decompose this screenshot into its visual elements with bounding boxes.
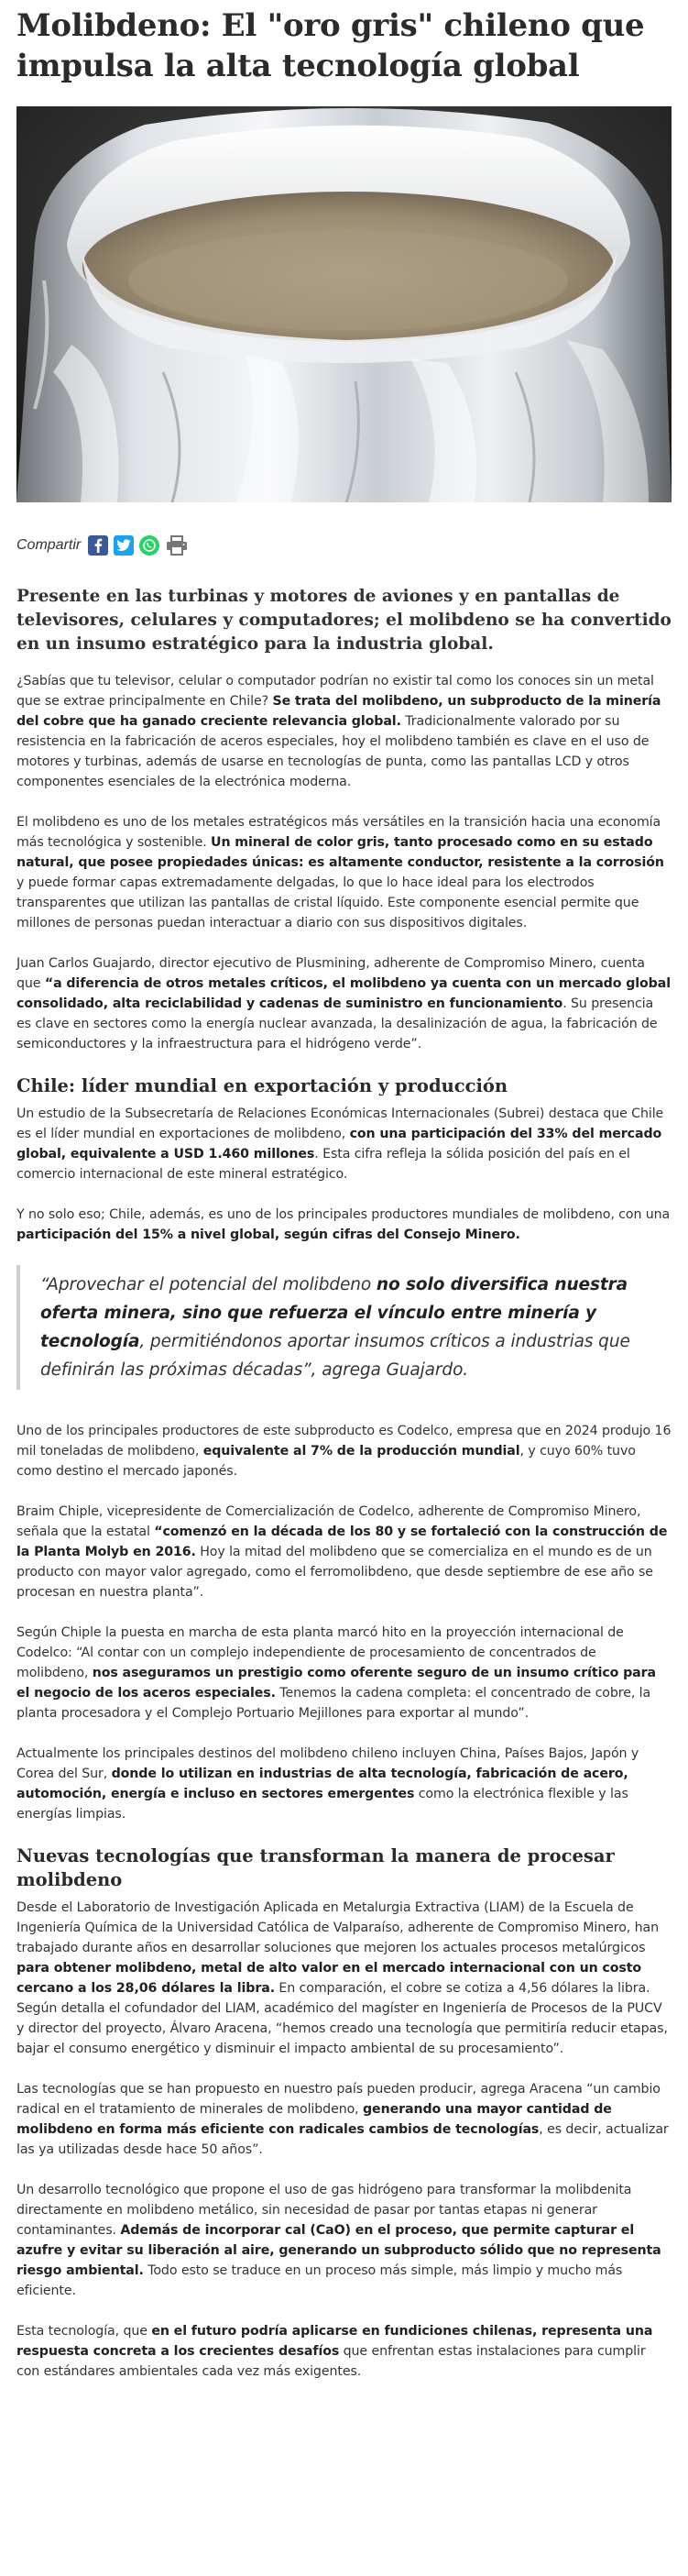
section-heading-tecnologias: Nuevas tecnologías que transforman la manera de procesar molibdeno [16, 1845, 615, 1890]
paragraph-6: Uno de los principales productores de este subproducto es Codelco, empresa que en 2024 produjo 16 mil toneladas de molibdeno, equivalente al 7% de la producción mundial, y cuyo 60% tuvo como destino el mercado japonés. [16, 1424, 672, 1479]
paragraph-10: Desde el Laboratorio de Investigación Aplicada en Metalurgia Extractiva (LIAM) de la Escuela de Ingeniería Química de la Universidad Católica de Valparaíso, adherente de Compromiso Minero, han trabajado durante años en desarrollar soluciones que mejoren los actuales procesos metalúrgicos para obtener molibdeno, metal de alto valor en el mercado internacional con un costo cercano a los 28,06 dólares la libra. En comparación, el cobre se cotiza a 4,56 dólares la libra. Según detalla el cofundador del LIAM, académico del magíster en Ingeniería de Procesos de la PUCV y director del proyecto, Álvaro Aracena, “hemos creado una tecnología que permitiría reducir etapas, bajar el consumo energético y disminuir el impacto ambiental de su procesamiento”. [16, 1900, 668, 2056]
article-page [0, 6, 688, 2382]
paragraph-9: Actualmente los principales destinos del molibdeno chileno incluyen China, Países Bajos, Japón y Corea del Sur, donde lo utilizan en industrias de alta tecnología, fabricación de acero, automoción, energía e incluso en sectores emergentes como la electrónica flexible y las energías limpias. [16, 1746, 639, 1822]
whatsapp-icon[interactable] [139, 535, 159, 556]
share-label: Compartir [16, 537, 82, 553]
paragraph-12: Un desarrollo tecnológico que propone el uso de gas hidrógeno para transformar la molibdenita directamente en molibdeno metálico, sin necesidad de pasar por tantas etapas ni generar contaminantes. Además de incorporar cal (CaO) en el proceso, que permite capturar el azufre y evitar su liberación al aire, generando un subproducto sólido que no representa riesgo ambiental. Todo esto se traduce en un proceso más simple, más limpio y mucho más eficiente. [16, 2183, 661, 2298]
paragraph-1: ¿Sabías que tu televisor, celular o computador podrían no existir tal como los conoces sin un metal que se extrae principalmente en Chile? Se trata del molibdeno, un subproducto de la minería del cobre que ha ganado creciente relevancia global. Tradicionalmente valorado por su resistencia en la fabricación de aceros especiales, hoy el molibdeno también es clave en el uso de motores y turbinas, además de usarse en tecnologías de punta, como las pantallas LCD y otros componentes esenciales de la electrónica moderna. [16, 674, 661, 789]
article-title: Molibdeno: El "oro gris" chileno que impulsa la alta tecnología global [16, 7, 645, 84]
article-lead: Presente en las turbinas y motores de aviones y en pantallas de televisores, celulares y computadores; el molibdeno se ha convertido en un insumo estratégico para la industria global. [16, 587, 672, 654]
paragraph-3: Juan Carlos Guajardo, director ejecutivo de Plusmining, adherente de Compromiso Minero, cuenta que “a diferencia de otros metales críticos, el molibdeno ya cuenta con un mercado global consolidado, alta reciclabilidad y cadenas de suministro en funcionamiento. Su presencia es clave en sectores como la energía nuclear avanzada, la desalinización de agua, la fabricación de semiconductores y la infraestructura para el hidrógeno verde”. [16, 956, 671, 1051]
share-bar [16, 534, 672, 557]
paragraph-7: Braim Chiple, vicepresidente de Comercialización de Codelco, adherente de Compromiso Minero, señala que la estatal “comenzó en la década de los 80 y se fortaleció con la construcción de la Planta Molyb en 2016. Hoy la mitad del molibdeno que se comercializa en el mundo es de un producto con mayor valor agregado, como el ferromolibdeno, que desde septiembre de ese año se procesan en nuestra planta”. [16, 1504, 668, 1600]
hero-image [16, 106, 672, 502]
pull-quote-text: “Aprovechar el potencial del molibdeno no solo diversifica nuestra oferta minera, sino que refuerza el vínculo entre minería y tecnología, permitiéndonos aportar insumos críticos a industrias que definirán las próximas décadas”, agrega Guajardo. [40, 1275, 630, 1380]
paragraph-8: Según Chiple la puesta en marcha de esta planta marcó hito en la proyección internacional de Codelco: “Al contar con un complejo independiente de procesamiento de concentrados de molibdeno, nos aseguramos un prestigio como oferente seguro de un insumo crítico para el negocio de los aceros especiales. Tenemos la cadena completa: el concentrado de cobre, la planta procesadora y el Complejo Portuario Mejillones para exportar al mundo”. [16, 1625, 657, 1721]
paragraph-4: Un estudio de la Subsecretaría de Relaciones Económicas Internacionales (Subrei) destaca que Chile es el líder mundial en exportaciones de molibdeno, con una participación del 33% del mercado global, equivalente a USD 1.460 millones. Esta cifra refleja la sólida posición del país en el comercio internacional de este mineral estratégico. [16, 1106, 664, 1182]
print-icon[interactable] [165, 535, 189, 556]
paragraph-2: El molibdeno es uno de los metales estratégicos más versátiles en la transición hacia una economía más tecnológica y sostenible. Un mineral de color gris, tanto procesado como en su estado natural, que posee propiedades únicas: es altamente conductor, resistente a la corrosión y puede formar capas extremadamente delgadas, lo que lo hace ideal para los electrodos transparentes que utilizan las pantallas de cristal líquido. Este componente esencial permite que millones de personas puedan interactuar a diario con sus dispositivos digitales. [16, 815, 664, 930]
paragraph-11: Las tecnologías que se han propuesto en nuestro país pueden producir, agrega Aracena “un cambio radical en el tratamiento de minerales de molibdeno, generando una mayor cantidad de molibdeno en forma más eficiente con radicales cambios de tecnologías, es decir, actualizar las ya utilizadas desde hace 50 años”. [16, 2082, 669, 2157]
article-body [16, 671, 672, 2382]
paragraph-13: Esta tecnología, que en el futuro podría aplicarse en fundiciones chilenas, representa una respuesta concreta a los crecientes desafíos que enfrentan estas instalaciones para cumplir con estándares ambientales cada vez más exigentes. [16, 2324, 653, 2379]
paragraph-5: Y no solo eso; Chile, además, es uno de los principales productores mundiales de molibdeno, con una participación del 15% a nivel global, según cifras del Consejo Minero. [16, 1207, 671, 1242]
section-heading-chile: Chile: líder mundial en exportación y producción [16, 1075, 508, 1096]
facebook-icon[interactable] [88, 535, 108, 556]
twitter-icon[interactable] [114, 535, 134, 556]
pull-quote [16, 1265, 672, 1390]
